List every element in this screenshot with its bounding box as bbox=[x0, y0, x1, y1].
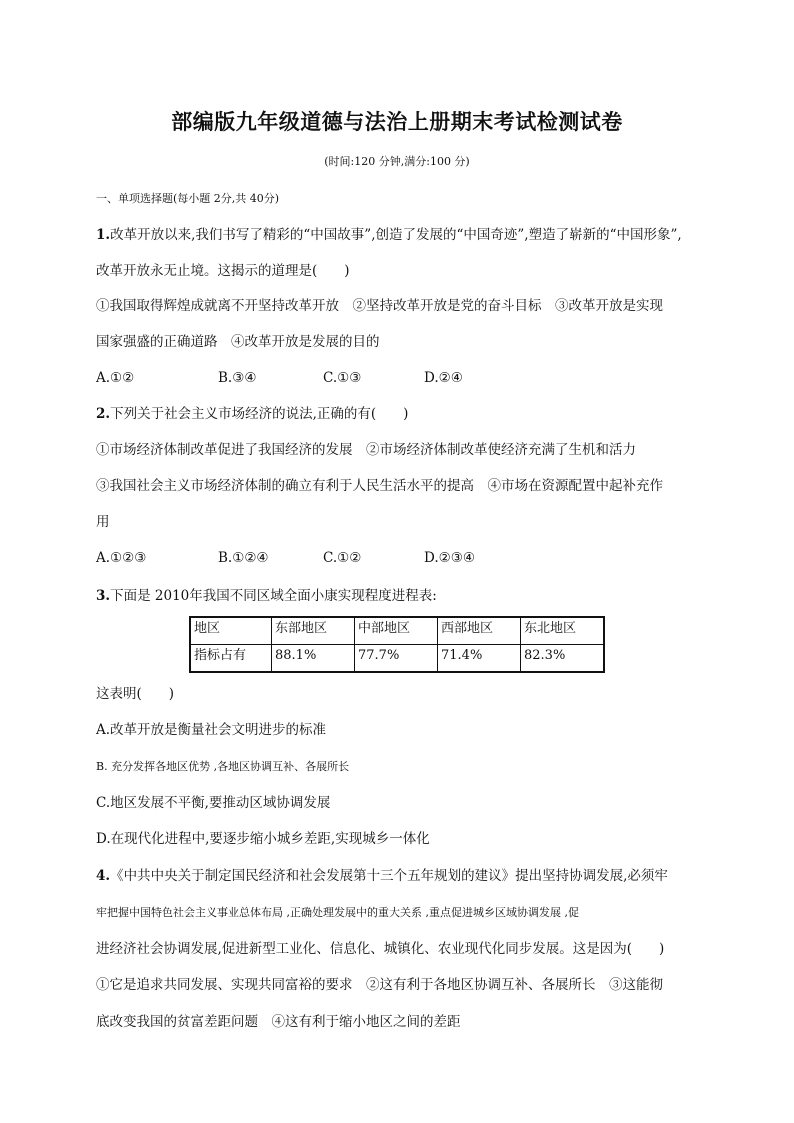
question-4-text: 《中共中央关于制定国民经济和社会发展第十三个五年规划的建议》提出坚持协调发展,必须牢 bbox=[110, 868, 668, 884]
question-1-line-1 bbox=[96, 226, 682, 244]
question-4-line-1 bbox=[96, 867, 668, 885]
question-2-option-c: C.①② bbox=[323, 550, 362, 566]
table-cell: 西部地区 bbox=[438, 617, 521, 645]
question-3-number: 3. bbox=[96, 588, 111, 604]
question-4-line-2: 牢把握中国特色社会主义事业总体布局 ,正确处理发展中的重大关系 ,重点促进城乡区域协调发展 ,促 bbox=[96, 906, 579, 919]
question-3-line-1 bbox=[96, 587, 437, 605]
region-progress-table bbox=[189, 616, 605, 673]
table-row bbox=[190, 645, 604, 673]
table-header-row bbox=[190, 617, 604, 645]
question-2-option-d: D.②③④ bbox=[424, 550, 475, 566]
section-heading: 一、单项选择题(每小题 2分,共 40分) bbox=[96, 192, 280, 205]
question-2-text: 下列关于社会主义市场经济的说法,正确的有( ) bbox=[110, 406, 409, 422]
question-2-line-2: ①市场经济体制改革促进了我国经济的发展 ②市场经济体制改革使经济充满了生机和活力 bbox=[96, 442, 636, 458]
table-cell: 中部地区 bbox=[355, 617, 438, 645]
question-2-line-4: 用 bbox=[96, 514, 110, 530]
table-cell: 88.1% bbox=[272, 645, 355, 673]
question-1-option-a: A.①② bbox=[96, 370, 135, 386]
question-1-line-3: ①我国取得辉煌成就离不开坚持改革开放 ②坚持改革开放是党的奋斗目标 ③改革开放是实现 bbox=[96, 298, 663, 314]
exam-time-score: (时间:120 分钟,满分:100 分) bbox=[324, 155, 470, 168]
question-1-option-d: D.②④ bbox=[424, 370, 463, 386]
question-1-option-c: C.①③ bbox=[323, 370, 362, 386]
question-1-line-2: 改革开放永无止境。这揭示的道理是( ) bbox=[96, 263, 350, 279]
table-cell: 地区 bbox=[190, 617, 272, 645]
question-2-line-3: ③我国社会主义市场经济体制的确立有利于人民生活水平的提高 ④市场在资源配置中起补充作 bbox=[96, 478, 663, 494]
question-1-text: 改革开放以来,我们书写了精彩的“中国故事”,创造了发展的“中国奇迹”,塑造了崭新的“中国形象”, bbox=[110, 227, 682, 243]
table-cell: 东北地区 bbox=[521, 617, 605, 645]
question-4-number: 4. bbox=[96, 868, 111, 884]
question-2-option-a: A.①②③ bbox=[96, 550, 147, 566]
table-cell: 82.3% bbox=[521, 645, 605, 673]
question-1-options bbox=[96, 369, 463, 387]
table-cell: 77.7% bbox=[355, 645, 438, 673]
question-3-text: 下面是 2010年我国不同区域全面小康实现程度进程表: bbox=[110, 588, 437, 604]
table-cell: 东部地区 bbox=[272, 617, 355, 645]
table-cell: 指标占有 bbox=[190, 645, 272, 673]
question-1-number: 1. bbox=[96, 227, 111, 243]
question-2-options bbox=[96, 549, 475, 567]
page-title: 部编版九年级道德与法治上册期末考试检测试卷 bbox=[171, 110, 623, 134]
question-3-option-b: B. 充分发挥各地区优势 ,各地区协调互补、各展所长 bbox=[96, 760, 350, 773]
question-1-option-b: B.③④ bbox=[218, 370, 257, 386]
question-3-option-a: A.改革开放是衡量社会文明进步的标准 bbox=[96, 722, 327, 738]
table-cell: 71.4% bbox=[438, 645, 521, 673]
question-4-line-4: ①它是追求共同发展、实现共同富裕的要求 ②这有利于各地区协调互补、各展所长 ③这能彻 bbox=[96, 977, 663, 993]
question-3-option-d: D.在现代化进程中,要逐步缩小城乡差距,实现城乡一体化 bbox=[96, 831, 430, 847]
question-4-line-3: 进经济社会协调发展,促进新型工业化、信息化、城镇化、农业现代化同步发展。这是因为( ) bbox=[96, 941, 665, 957]
question-2-line-1 bbox=[96, 405, 408, 423]
question-1-line-4: 国家强盛的正确道路 ④改革开放是发展的目的 bbox=[96, 334, 380, 350]
question-2-number: 2. bbox=[96, 406, 111, 422]
question-3-stem: 这表明( ) bbox=[96, 686, 175, 702]
question-2-option-b: B.①②④ bbox=[218, 550, 269, 566]
question-3-option-c: C.地区发展不平衡,要推动区域协调发展 bbox=[96, 795, 331, 811]
question-4-line-5: 底改变我国的贫富差距问题 ④这有利于缩小地区之间的差距 bbox=[96, 1014, 461, 1030]
